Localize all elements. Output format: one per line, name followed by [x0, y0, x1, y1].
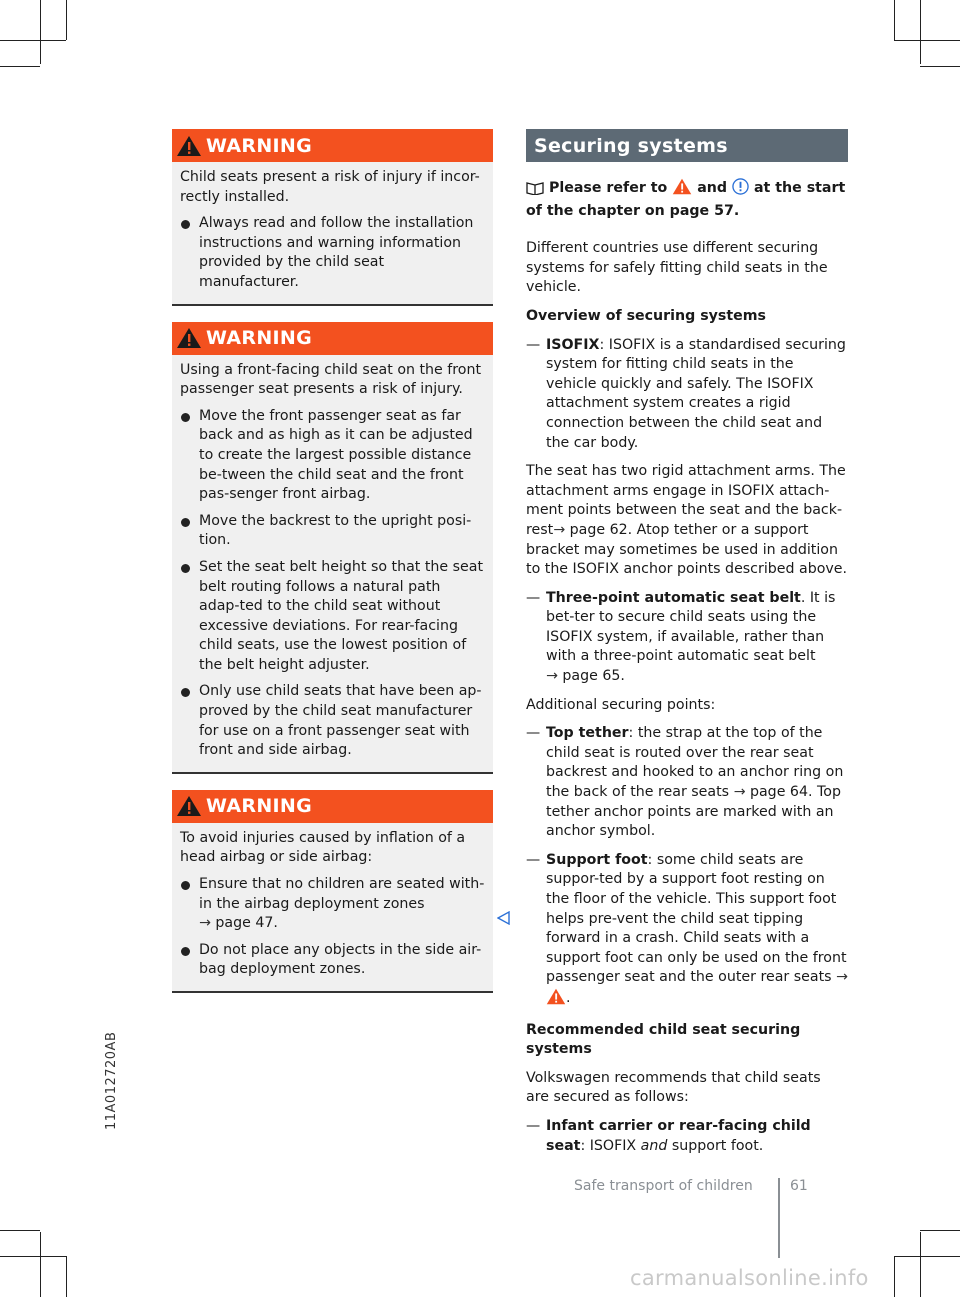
paragraph-text: . Atop tether or a support bracket may sometimes be used in addition to the ISOFIX anchor points described above. [526, 521, 848, 578]
arrow-right-icon: → [553, 521, 566, 538]
warning-body [172, 823, 493, 993]
list-item [526, 1117, 848, 1156]
warnings-column [172, 129, 493, 1009]
warning-triangle-icon [546, 988, 566, 1012]
term-description: . Top tether anchor points are marked with an anchor symbol. [546, 784, 841, 840]
warning-triangle-icon [176, 795, 202, 817]
info-circle-icon [732, 178, 749, 202]
term-description: : ISOFIX is a standardised securing system for fitting child seats in the vehicle quickly and safely. The ISOFIX attachment system creates a rigid connection between the child seat and the car body. [546, 336, 846, 451]
warning-body [172, 355, 493, 774]
paragraph: Additional securing points: [526, 696, 716, 713]
warning-header [172, 129, 493, 162]
warning-title: WARNING [206, 795, 313, 818]
subheading: Recommended child seat securing systems [526, 1021, 801, 1058]
crop-mark [894, 1256, 960, 1257]
securing-systems-section [526, 129, 848, 1165]
list-item [526, 589, 848, 687]
section-title: Securing systems [526, 129, 848, 162]
crop-mark [0, 40, 66, 41]
warning-header [172, 322, 493, 355]
warning-bullet: Move the front passenger seat as far back and as high as it can be adjusted to create the largest possible distance be-tween the child seat and the front pas-senger front airbag. [180, 407, 485, 505]
arrow-right-icon: → [733, 784, 746, 801]
page-reference-link[interactable]: page 65. [562, 668, 625, 685]
warning-intro: Child seats present a risk of injury if incor-rectly installed. [180, 169, 480, 205]
crop-mark [0, 1230, 40, 1231]
term: Support foot [546, 851, 648, 868]
crop-mark [66, 0, 67, 40]
footer-chapter-title: Safe transport of children [574, 1178, 753, 1194]
term: Infant carrier or rear-facing child seat [546, 1117, 811, 1154]
term: ISOFIX [546, 336, 600, 353]
warning-box [172, 129, 493, 306]
page-code: 11A012720AB [104, 1031, 119, 1130]
crop-mark [920, 1230, 960, 1231]
warning-intro: To avoid injuries caused by inflation of a head airbag or side airbag: [180, 829, 466, 866]
warning-header [172, 790, 493, 823]
page-reference-link[interactable]: page 62 [569, 521, 628, 538]
page-reference-link[interactable]: page 47. [215, 915, 278, 932]
intro-text-b: and [697, 180, 728, 196]
warning-bullet: Always read and follow the installation instructions and warning information provided by the child seat manufacturer. [180, 214, 485, 292]
page-reference-link[interactable]: page 64 [749, 784, 808, 801]
crop-mark [920, 0, 921, 64]
footer-divider [778, 1178, 780, 1258]
warning-title: WARNING [206, 134, 313, 157]
warning-bullets [180, 214, 485, 292]
crop-mark [40, 1232, 41, 1297]
list-item: — Support foot: some child seats are suppor-ted by a support foot resting on the floor of the vehicle. This support foot helps pre-vent the child seat tipping forward in a crash. Child seats with a support foot can only be used on the front passenger seat and the outer rear seats → . [526, 851, 848, 1012]
book-icon [526, 181, 544, 202]
intro-text-c: at the start of the chapter on page 57. [526, 180, 846, 219]
paragraph: Volkswagen recommends that child seats are secured as follows: [526, 1069, 821, 1106]
warning-bullets [180, 407, 485, 761]
warning-bullet: Move the backrest to the upright posi-tion. [180, 512, 485, 551]
section-end-triangle-icon [497, 910, 511, 929]
paragraph: Different countries use different securing systems for safely fitting child seats in the vehicle. [526, 240, 828, 296]
warning-bullet [180, 875, 485, 934]
list-item [526, 336, 848, 454]
crop-mark [40, 0, 41, 64]
overview-list [526, 336, 848, 454]
paragraph-text: The seat has two rigid attachment arms. The attachment arms engage in ISOFIX attach-ment points between the seat and the back-rest [526, 463, 846, 538]
chapter-reference-note [526, 178, 848, 221]
warning-intro: Using a front-facing child seat on the front passenger seat presents a risk of injury. [180, 361, 482, 398]
crop-mark [920, 1232, 921, 1297]
warning-bullets [180, 875, 485, 980]
emphasis: and [640, 1137, 668, 1154]
warning-triangle-icon [176, 327, 202, 349]
additional-list [526, 724, 848, 1011]
arrow-right-icon: → [546, 668, 558, 685]
list-item [526, 724, 848, 842]
crop-mark [66, 1256, 67, 1297]
warning-body [172, 162, 493, 306]
recommended-list [526, 1117, 848, 1156]
paragraph [526, 462, 848, 580]
term: Top tether [546, 725, 629, 742]
crop-mark [894, 40, 960, 41]
crop-mark [894, 0, 895, 40]
warning-bullet: Do not place any objects in the side air-bag deployment zones. [180, 941, 485, 980]
page-number: 61 [790, 1178, 808, 1194]
term: Three-point automatic seat belt [546, 589, 801, 606]
intro-text-a: Please refer to [548, 180, 668, 196]
term-description: : some child seats are suppor-ted by a support foot resting on the floor of the vehicle. This support foot helps pre-vent the child seat tipping forward in a crash. Child seats with a support foot can only be used on the front passenger seat and the outer rear seats [546, 851, 847, 986]
term-description: : the strap at the top of the child seat is routed over the rear seat backrest and hooked to an anchor ring on the back of the rear seats [546, 725, 844, 801]
warning-box [172, 790, 493, 993]
crop-mark [920, 66, 960, 67]
arrow-right-icon: → [836, 969, 848, 986]
subheading: Overview of securing systems [526, 307, 766, 324]
overview-list [526, 589, 848, 687]
crop-mark [0, 1256, 66, 1257]
bullet-text: Ensure that no children are seated with-in the airbag deployment zones [199, 876, 485, 912]
warning-triangle-icon [672, 178, 692, 202]
warning-box [172, 322, 493, 774]
warning-bullet: Set the seat belt height so that the seat belt routing follows a natural path adap-ted to the child seat without excessive deviations. For rear-facing child seats, use the lowest position of the belt height adjuster. [180, 558, 485, 676]
crop-mark [0, 66, 40, 67]
warning-bullet: Only use child seats that have been ap-proved by the child seat manufacturer for use on a front passenger seat with front and side airbag. [180, 682, 485, 760]
term-description: . It is bet-ter to secure child seats using the ISOFIX system, if available, rather than with a three-point automatic seat belt [546, 589, 836, 665]
term-description: support foot. [671, 1137, 764, 1154]
arrow-right-icon: → [199, 915, 211, 932]
term-description: : ISOFIX [580, 1137, 637, 1154]
warning-title: WARNING [206, 327, 313, 350]
warning-triangle-icon [176, 135, 202, 157]
watermark: carmanualsonline.info [630, 1266, 869, 1290]
crop-mark [894, 1256, 895, 1297]
